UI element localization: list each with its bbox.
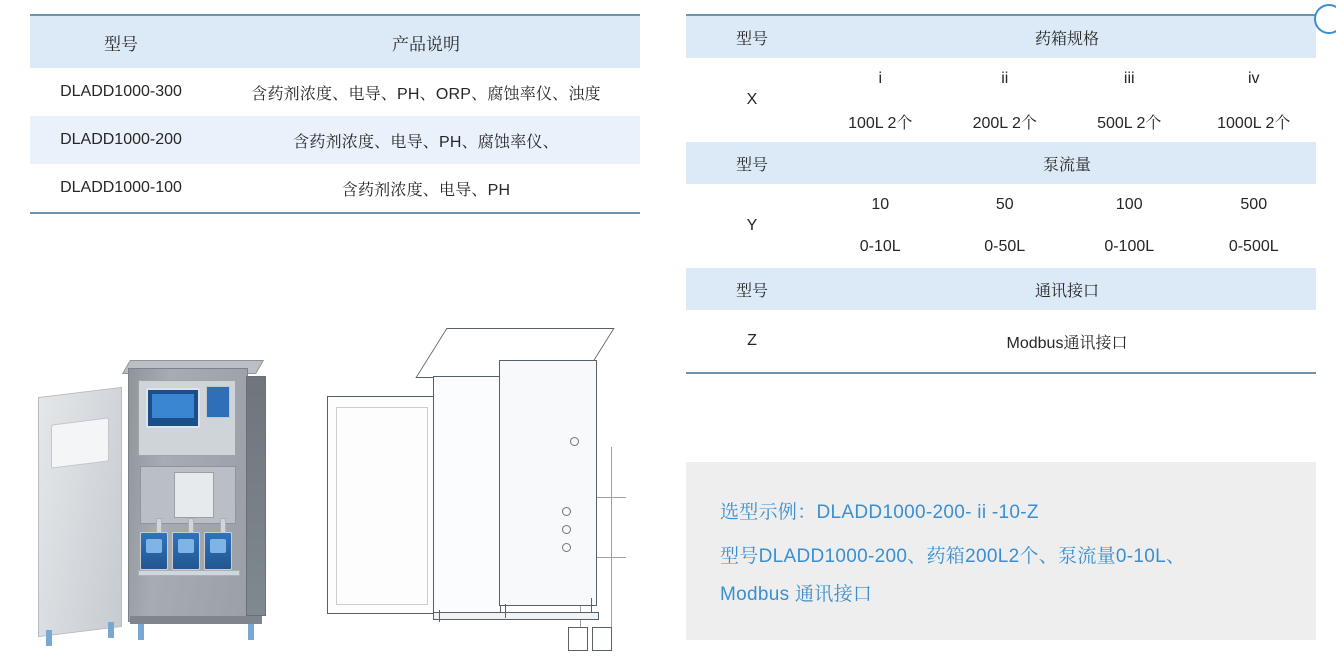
spec-header-title: 泵流量: [818, 142, 1316, 184]
table-header-row: [30, 15, 640, 68]
cabinet-shell: [499, 360, 597, 606]
spec-model-code: X: [746, 91, 758, 108]
dosing-pump: [568, 627, 588, 651]
cell-description: 含药剂浓度、电导、PH、ORP、腐蚀率仪、浊度: [251, 85, 601, 103]
spec-code-cell: iii: [1123, 70, 1135, 87]
instrument-face: [174, 472, 214, 518]
cell-description: 含药剂浓度、电导、PH、腐蚀率仪、: [212, 116, 640, 164]
dosing-pump: [592, 627, 612, 651]
door-inner-frame: [336, 407, 428, 605]
cabinet-leg: [248, 624, 254, 640]
spec-model-code: Z: [747, 332, 757, 349]
cell-model: DLADD1000-100: [60, 179, 182, 196]
product-table-head: [30, 15, 640, 68]
spec-code-cell: 50: [995, 196, 1014, 213]
spec-code-cell: 500: [1240, 196, 1268, 213]
cell-description: 含药剂浓度、电导、PH: [341, 181, 511, 199]
door-window: [51, 417, 109, 468]
indicator-dot: [562, 525, 571, 534]
cabinet-base: [130, 616, 262, 624]
specification-section: [686, 14, 1316, 374]
spec-value-cell: 0-500L: [1228, 238, 1279, 255]
table-row: [30, 68, 640, 116]
spec-group-header: [686, 268, 1316, 310]
product-table-body: [30, 68, 640, 213]
product-table-section: [30, 14, 640, 214]
dosing-pump: [204, 532, 232, 570]
spec-code-cell: ii: [1001, 70, 1009, 87]
cabinet-leg: [591, 598, 592, 612]
spec-code-cell: iv: [1247, 70, 1260, 87]
spec-value-cell: 500L 2个: [1097, 114, 1162, 132]
indicator-dot: [562, 507, 571, 516]
cell-model: DLADD1000-200: [30, 116, 212, 164]
cabinet-leg: [439, 610, 440, 622]
cabinet-base: [433, 612, 599, 620]
specification-table: [686, 14, 1316, 372]
spec-group-header: [686, 15, 1316, 58]
table-row: [30, 116, 640, 164]
spec-value-cell: 0-100L: [1104, 238, 1155, 255]
column-header-model: 型号: [30, 15, 212, 68]
pipe-segment: [138, 570, 240, 576]
controller-module: [206, 386, 230, 418]
spec-header-title: 通讯接口: [818, 268, 1316, 310]
column-header-description: 产品说明: [212, 15, 640, 68]
product-table: [30, 14, 640, 214]
spec-code-cell: i: [878, 70, 883, 87]
hmi-screen: [152, 394, 194, 418]
cabinet-side-panel: [246, 376, 266, 616]
example-line-1: 选型示例：DLADD1000-200- ii -10-Z: [720, 502, 1039, 523]
table-row: [30, 164, 640, 213]
spec-value-cell: Modbus通讯接口: [1006, 334, 1128, 352]
table-bottom-rule: [686, 372, 1316, 374]
spec-code-row: [686, 58, 1316, 100]
spec-value-row: [686, 310, 1316, 372]
cabinet-leg: [138, 624, 144, 640]
spec-code-cell: 10: [871, 196, 890, 213]
selection-example-box: [686, 462, 1316, 640]
spec-header-model: 型号: [686, 142, 818, 184]
spec-value-cell: 200L 2个: [972, 114, 1037, 132]
spec-code-cell: 100: [1115, 196, 1143, 213]
cabinet-leg: [505, 604, 506, 618]
cabinet-leg: [46, 630, 52, 646]
spec-header-model: 型号: [686, 268, 818, 310]
example-line-2: 型号DLADD1000-200、药箱200L2个、泵流量0-10L、: [720, 546, 1186, 567]
cabinet-frame: [433, 376, 501, 616]
dosing-pump: [140, 532, 168, 570]
indicator-dot: [570, 437, 579, 446]
decorative-circle-icon: [1314, 4, 1336, 34]
hmi-display: [146, 388, 200, 428]
spec-header-model: 型号: [686, 15, 818, 58]
spec-code-row: [686, 184, 1316, 226]
spec-header-title: 药箱规格: [818, 15, 1316, 58]
cabinet-interior-drawing: [305, 320, 625, 650]
product-illustration: [20, 320, 640, 650]
open-door: [327, 396, 435, 614]
spec-value-cell: 100L 2个: [848, 114, 913, 132]
spec-value-cell: 0-50L: [984, 238, 1026, 255]
spec-value-cell: 1000L 2个: [1217, 114, 1291, 132]
dosing-pump: [172, 532, 200, 570]
spec-group-header: [686, 142, 1316, 184]
example-line-3: Modbus 通讯接口: [720, 584, 873, 605]
cabinet-leg: [108, 622, 114, 638]
cell-model: DLADD1000-300: [60, 83, 182, 100]
spec-value-cell: 0-10L: [859, 238, 901, 255]
cabinet-door-panel: [38, 387, 122, 637]
indicator-dot: [562, 543, 571, 552]
spec-model-code: Y: [746, 217, 758, 234]
